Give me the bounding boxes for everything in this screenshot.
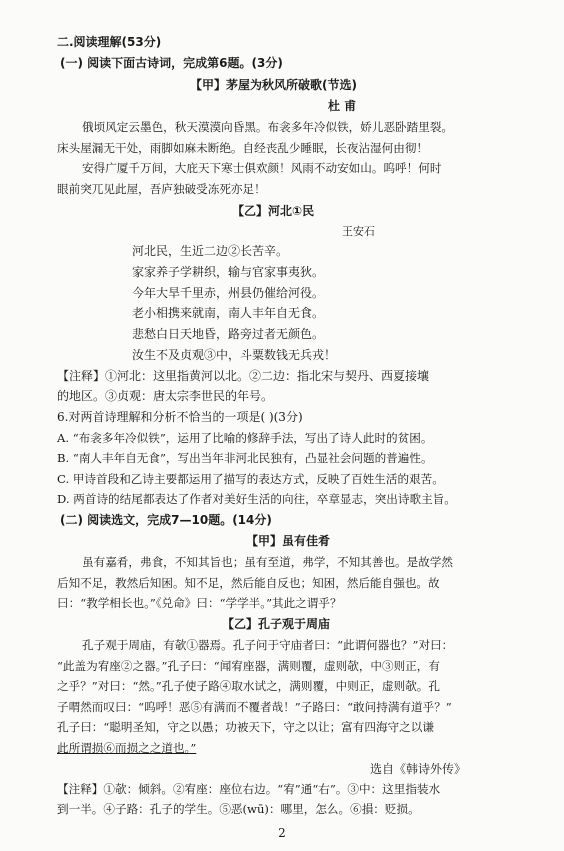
section-title: 二.阅读理解(53分) (57, 35, 162, 49)
text-b-title: 【乙】孔子观于周庙 (222, 617, 331, 631)
text-a-line: 虽有嘉肴，弗食，不知其旨也；虽有至道，弗学，不知其善也。是故学然 (82, 555, 454, 569)
poem-b-line: 老小相携来就南，南人丰年自无食。 (132, 306, 325, 320)
poem-b-line: 悲愁白日天地昏，路旁过者无颜色。 (132, 327, 325, 341)
text-b-line: 之乎？”对曰：“然。”孔子使子路④取水试之，满则覆，中则正，虚则欹。孔 (57, 679, 440, 693)
question-6-stem: 6.对两首诗理解和分析不恰当的一项是( )(3分) (57, 410, 303, 424)
part2-heading: (二) 阅读选文，完成7—10题。(14分) (60, 513, 272, 527)
poem-b-author: 王安石 (342, 225, 375, 238)
poem-b-line: 今年大旱千里赤，州县仍催给河役。 (132, 286, 325, 300)
question-6-option: B. “南人丰年自无食”，写出当年非河北民独有，凸显社会问题的普遍性。 (57, 451, 433, 465)
text-b-line: 孔子观于周庙，有欹①器焉。孔子问于守庙者曰：“此谓何器也？”对曰： (82, 638, 454, 652)
poem-a-line: 安得广厦千万间，大庇天下寒士俱欢颜！风雨不动安如山。呜呼！何时 (82, 161, 442, 175)
text-a-line: 后知不足，教然后知困。知不足，然后能自反也；知困，然后能自强也。故 (57, 576, 440, 590)
poem-b-line: 河北民，生近二边②长苦辛。 (132, 244, 289, 258)
poem-note: 的地区。③贞观：唐太宗李世民的年号。 (57, 389, 274, 403)
text-a-line: 曰：“教学相长也。”《兑命》曰：“学学半。”其此之谓乎？ (57, 596, 342, 610)
text-b-line: 子喟然而叹曰：“呜呼！恶⑤有满而不覆者哉！”子路曰：“敢问持满有道乎？” (57, 700, 452, 714)
text-b-line: “此盖为宥座②之器。”孔子曰：“闻宥座器，满则覆，虚则欹，中③则正，有 (57, 659, 440, 673)
text-a-title: 【甲】虽有佳肴 (246, 534, 331, 548)
part1-heading: (一) 阅读下面古诗词，完成第6题。(3分) (60, 56, 283, 70)
question-6-option: C. 甲诗首段和乙诗主要都运用了描写的表达方式，反映了百姓生活的艰苦。 (57, 472, 444, 486)
poem-a-line: 眼前突兀见此屋，吾庐独破受冻死亦足！ (57, 182, 266, 196)
text-b-source: 选自《韩诗外传》 (370, 762, 467, 776)
text-b-line: 孔子曰：“聪明圣知，守之以愚；功被天下，守之以让；富有四海守之以谦 (57, 720, 434, 734)
poem-b-line: 家家养子学耕织，输与官家事夷狄。 (132, 265, 325, 279)
poem-a-title: 【甲】茅屋为秋风所破歌(节选) (190, 78, 357, 92)
poem-note: 【注释】①河北：这里指黄河以北。②二边：指北宋与契丹、西夏接壤 (57, 369, 430, 383)
poem-a-line: 俄顷风定云墨色，秋天漠漠向昏黑。布衾多年冷似铁，娇儿恶卧踏里裂。 (82, 120, 454, 134)
poem-b-title: 【乙】河北①民 (232, 204, 315, 218)
text-b-note: 【注释】①欹：倾斜。②宥座：座位右边。“宥”通“右”。③中：这里指装水 (57, 782, 441, 796)
poem-a-line: 床头屋漏无干处，雨脚如麻未断绝。自经丧乱少睡眠，长夜沾湿何由彻！ (57, 141, 429, 155)
page-number: 2 (278, 826, 286, 840)
text-b-line: 此所谓损⑥而损之之道也。” (57, 741, 197, 755)
question-6-option: D. 两首诗的结尾都表达了作者对美好生活的向往，卒章显志，突出诗歌主旨。 (57, 492, 456, 506)
question-6-option: A. “布衾多年冷似铁”，运用了比喻的修辞手法，写出了诗人此时的贫困。 (57, 431, 433, 445)
poem-b-line: 汝生不及贞观③中，斗粟数钱无兵戎！ (132, 348, 337, 362)
text-b-note: 到一半。④子路：孔子的学生。⑤恶(wū)：哪里，怎么。⑥損：贬损。 (57, 802, 420, 816)
poem-a-author: 杜 甫 (328, 99, 357, 113)
